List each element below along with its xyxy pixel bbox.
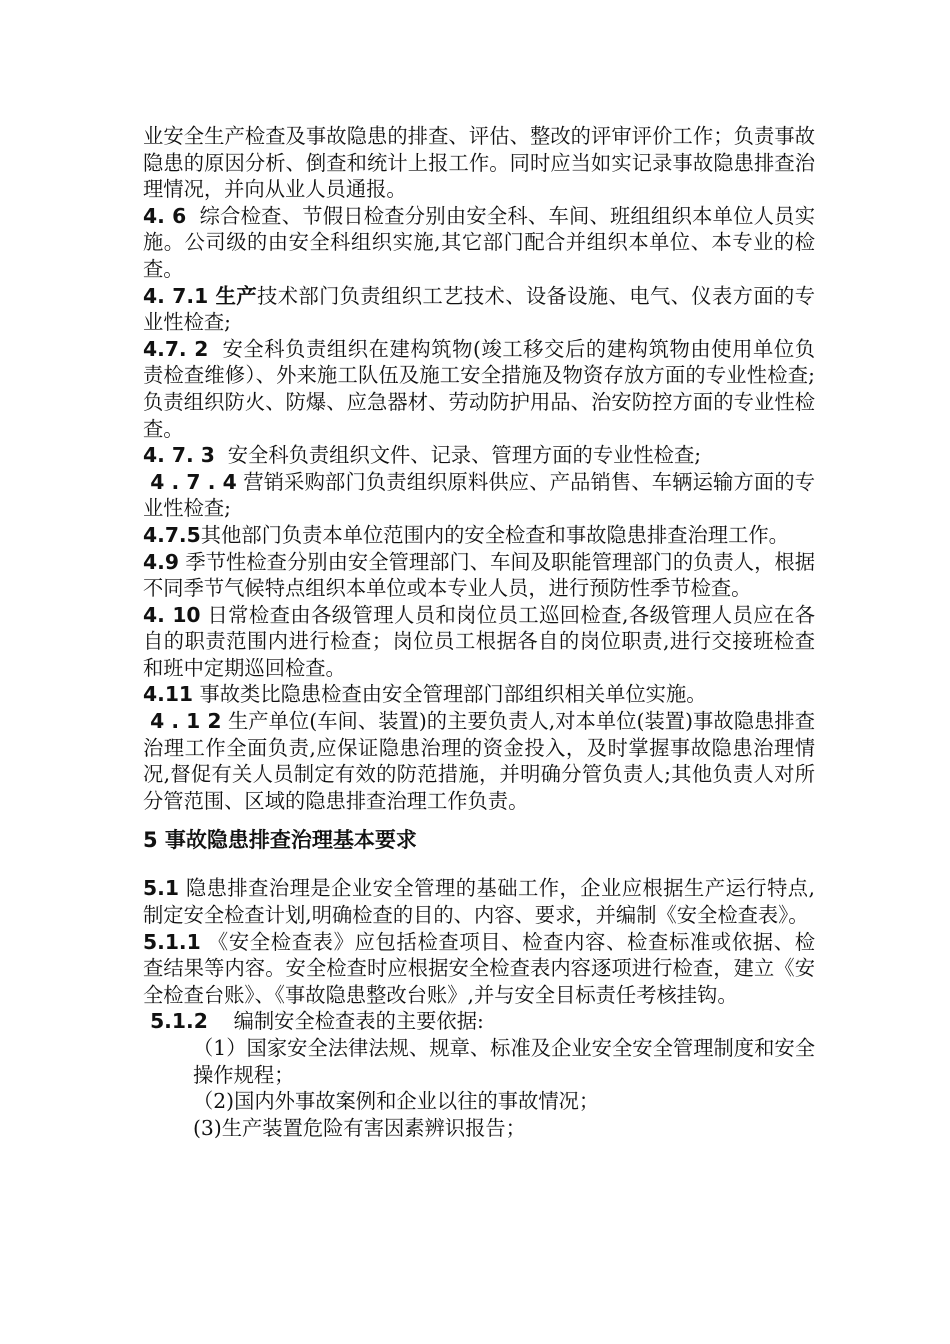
paragraph-5-1 <box>143 875 815 928</box>
paragraph-text: 安全科负责组织在建构筑物(竣工移交后的建构筑物由使用单位负责检查维修）、外来施工队伍及施工安全措施及物资存放方面的专业性检查;负责组织防火、防爆、应急器材、劳动防护用品、治安防控方面的专业性检查。 <box>143 336 815 441</box>
paragraph-text: 日常检查由各级管理人员和岗位员工巡回检查,各级管理人员应在各自的职责范围内进行检查；岗位员工根据各自的岗位职责,进行交接班检查和班中定期巡回检查。 <box>143 602 815 680</box>
paragraph-text: 季节性检查分别由安全管理部门、车间及职能管理部门的负责人，根据不同季节气候特点组织本单位或本专业人员，进行预防性季节检查。 <box>143 549 815 601</box>
clause-number: 4 . 1 2 <box>143 709 222 734</box>
list-item: （2)国内外事故案例和企业以往的事故情况； <box>193 1089 600 1114</box>
clause-number: 4 . 7 . 4 <box>143 469 237 494</box>
paragraph-4-9 <box>143 549 815 602</box>
paragraph-5-1-1 <box>143 929 815 1009</box>
clause-number: 4.7.5 <box>143 522 201 547</box>
paragraph-4-7-1 <box>143 283 815 336</box>
paragraph-text: 综合检查、节假日检查分别由安全科、车间、班组组织本单位人员实施。公司级的由安全科组织实施,其它部门配合并组织本单位、本专业的检查。 <box>143 203 815 281</box>
paragraph-4-6 <box>143 203 815 283</box>
list-item: （1）国家安全法律法规、规章、标准及企业安全安全管理制度和安全操作规程； <box>193 1036 815 1087</box>
clause-number: 5.1.1 <box>143 929 201 954</box>
paragraph-continuation <box>143 123 815 203</box>
clause-number: 4. 7.1 生产 <box>143 283 258 308</box>
document-body <box>143 123 815 1141</box>
paragraph-4-7-4 <box>143 469 815 522</box>
paragraph-text: 安全科负责组织文件、记录、管理方面的专业性检查; <box>214 443 702 468</box>
paragraph-text: 《安全检查表》应包括检查项目、检查内容、检查标准或依据、检查结果等内容。安全检查时应根据安全检查表内容逐项进行检查，建立《安全检查台账》、《事故隐患整改台账》,并与安全目标责任考核挂钩。 <box>143 929 815 1007</box>
clause-number: 4. 10 <box>143 602 201 627</box>
paragraph-text: 编制安全检查表的主要依据: <box>207 1009 484 1034</box>
clause-number: 5.1.2 <box>143 1009 208 1034</box>
paragraph-text: 技术部门负责组织工艺技术、设备设施、电气、仪表方面的专业性检查; <box>143 283 815 335</box>
paragraph-text: 生产单位(车间、装置)的主要负责人,对本单位(装置)事故隐患排查治理工作全面负责,应保证隐患治理的资金投入，及时掌握事故隐患治理情况,督促有关人员制定有效的防范措施，并明确分管负责人;其他负责人对所分管范围、区域的隐患排查治理工作负责。 <box>143 709 815 813</box>
clause-number: 4.9 <box>143 549 179 574</box>
section-heading: 5 事故隐患排查治理基本要求 <box>143 828 417 853</box>
paragraph-5-1-2 <box>143 1008 815 1035</box>
paragraph-4-7-3 <box>143 442 815 469</box>
paragraph-text: 业安全生产检查及事故隐患的排查、评估、整改的评审评价工作；负责事故隐患的原因分析、倒查和统计上报工作。同时应当如实记录事故隐患排查治理情况，并向从业人员通报。 <box>143 124 815 202</box>
clause-number: 4.11 <box>143 682 194 707</box>
paragraph-text: 隐患排查治理是企业安全管理的基础工作，企业应根据生产运行特点,制定安全检查计划,明确检查的目的、内容、要求，并编制《安全检查表》。 <box>143 876 815 928</box>
clause-number: 4. 7. 3 <box>143 443 215 468</box>
clause-number: 4.7. 2 <box>143 336 209 361</box>
paragraph-4-10 <box>143 602 815 682</box>
paragraph-4-11 <box>143 681 815 708</box>
paragraph-text: 事故类比隐患检查由安全管理部门部组织相关单位实施。 <box>193 682 707 707</box>
paragraph-text: 其他部门负责本单位范围内的安全检查和事故隐患排查治理工作。 <box>200 522 789 547</box>
paragraph-4-12 <box>143 708 815 814</box>
paragraph-text: 营销采购部门负责组织原料供应、产品销售、车辆运输方面的专业性检查; <box>143 469 815 521</box>
paragraph-4-7-5 <box>143 522 815 549</box>
clause-number: 5.1 <box>143 876 179 901</box>
paragraph-4-7-2 <box>143 336 815 442</box>
clause-number: 4. 6 <box>143 203 187 228</box>
list-item: (3)生产装置危险有害因素辨识报告； <box>193 1115 526 1140</box>
